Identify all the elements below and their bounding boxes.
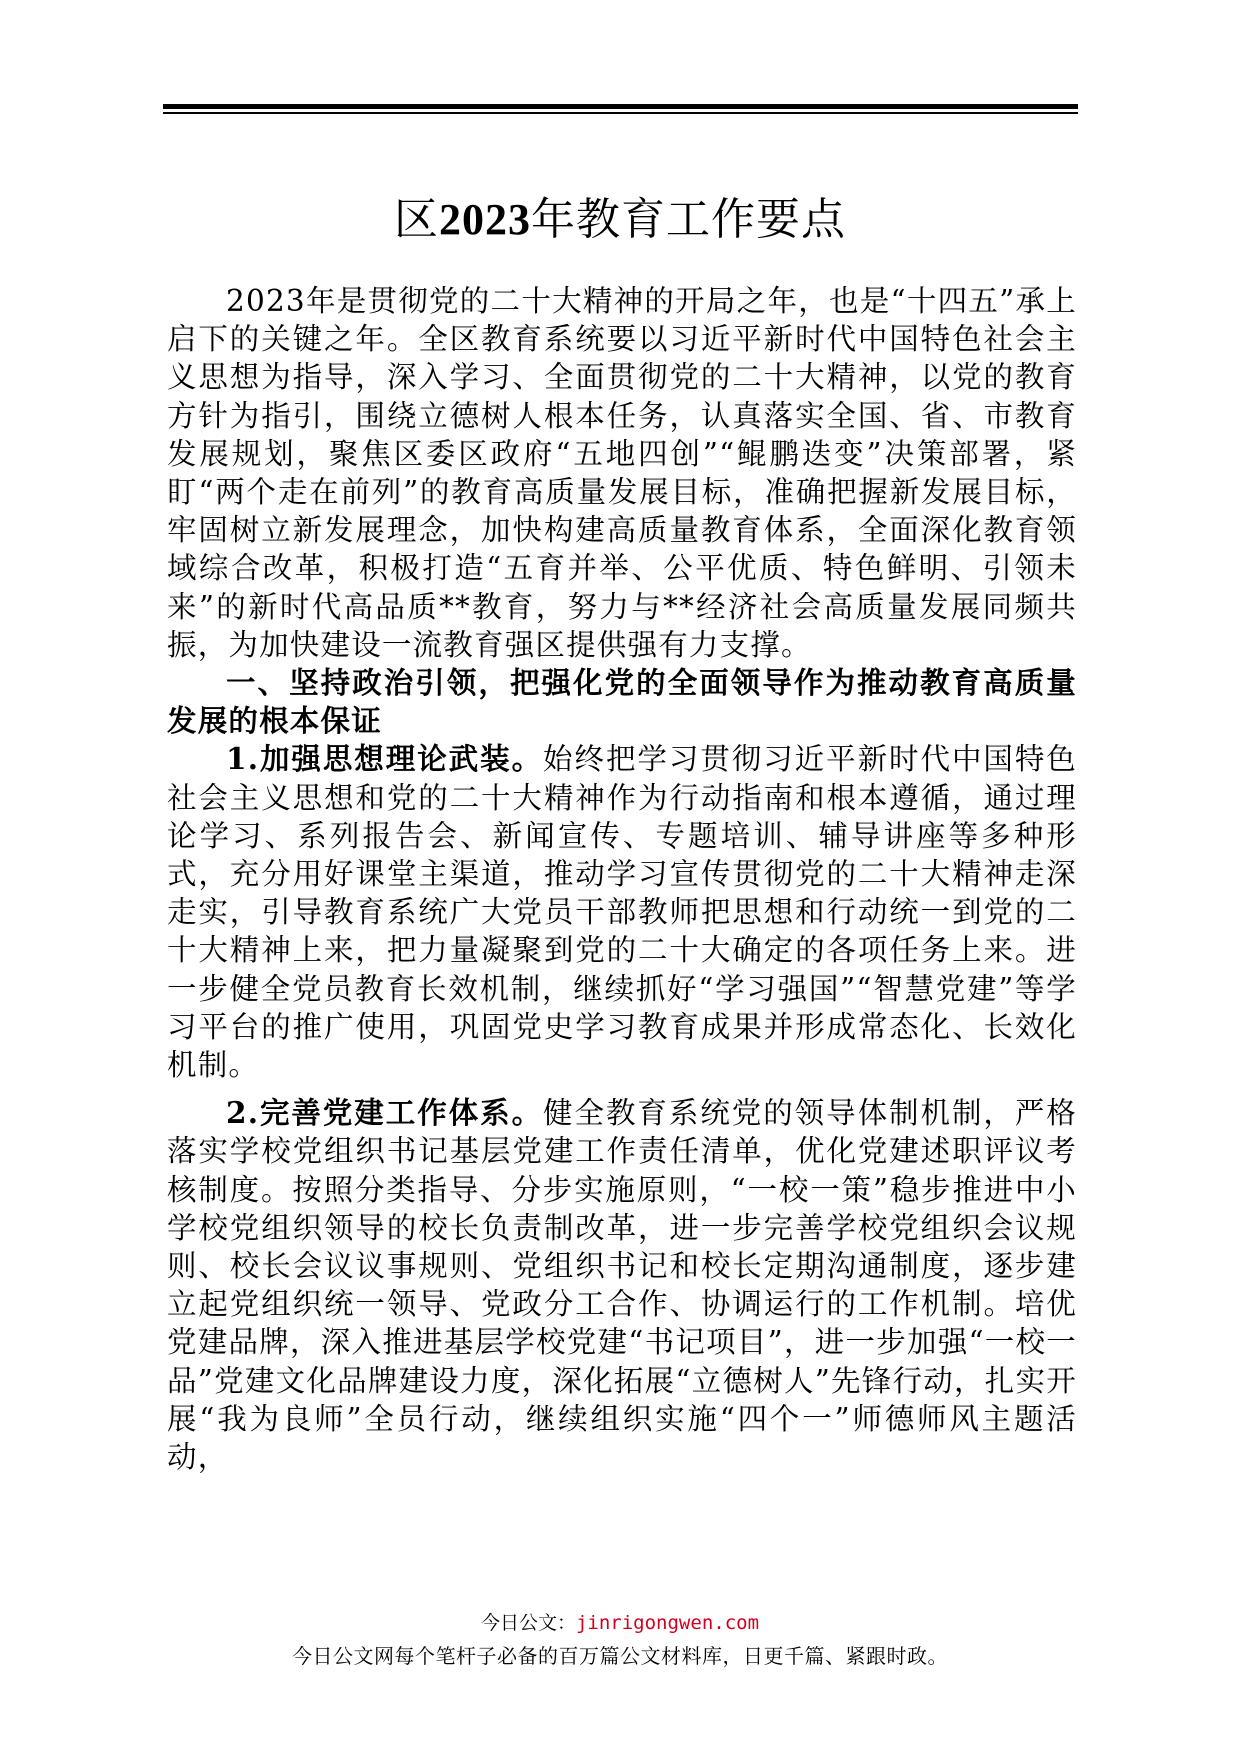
title-prefix: 区 <box>394 194 439 245</box>
title-suffix: 年教育工作要点 <box>531 194 846 245</box>
item-2-lead: 2.完善党建工作体系。 <box>226 1095 544 1131</box>
item-1-lead: 1.加强思想理论武装。 <box>226 741 544 777</box>
item-1-paragraph <box>167 740 1077 1084</box>
item-2-text: 健全教育系统党的领导体制机制，严格落实学校党组织书记基层党建工作责任清单，优化党建述职评议考核制度。按照分类指导、分步实施原则，“一校一策”稳步推进中小学校党组织领导的校长负责制改革，进一步完善学校党组织会议规则、校长会议议事规则、党组织书记和校长定期沟通制度，逐步建立起党组织统一领导、党政分工合作、协调运行的工作机制。培优党建品牌，深入推进基层学校党建“书记项目”，进一步加强“一校一品”党建文化品牌建设力度，深化拓展“立德树人”先锋行动，扎实开展“我为良师”全员行动，继续组织实施“四个一”师德师风主题活动， <box>167 1096 1078 1475</box>
footer-slogan: 今日公文网每个笔杆子必备的百万篇公文材料库，日更千篇、紧跟时政。 <box>292 1644 948 1668</box>
top-rule-thick <box>163 104 1078 109</box>
item-1-text: 始终把学习贯彻习近平新时代中国特色社会主义思想和党的二十大精神作为行动指南和根本遵循，通过理论学习、系列报告会、新闻宣传、专题培训、辅导讲座等多种形式，充分用好课堂主渠道，推动学习宣传贯彻党的二十大精神走深走实，引导教育系统广大党员干部教师把思想和行动统一到党的二十大精神上来，把力量凝聚到党的二十大确定的各项任务上来。进一步健全党员教育长效机制，继续抓好“学习强国”“智慧党建”等学习平台的推广使用，巩固党史学习教育成果并形成常态化、长效化机制。 <box>167 742 1078 1083</box>
footer-source <box>0 1608 1240 1635</box>
title-year: 2023 <box>439 195 531 244</box>
footer-url[interactable]: jinrigongwen.com <box>575 1612 760 1634</box>
section-1-heading: 一、坚持政治引领，把强化党的全面领导作为推动教育高质量发展的根本保证 <box>167 665 1077 739</box>
footer-label: 今日公文： <box>480 1612 576 1634</box>
item-2-paragraph <box>167 1094 1077 1476</box>
document-body <box>167 282 1077 1476</box>
intro-paragraph: 2023年是贯彻党的二十大精神的开局之年，也是“十四五”承上启下的关键之年。全区教育系统要以习近平新时代中国特色社会主义思想为指导，深入学习、全面贯彻党的二十大精神，以党的教育方针为指引，围绕立德树人根本任务，认真落实全国、省、市教育发展规划，聚焦区委区政府“五地四创”“鲲鹏迭变”决策部署，紧盯“两个走在前列”的教育高质量发展目标，准确把握新发展目标，牢固树立新发展理念，加快构建高质量教育体系，全面深化教育领域综合改革，积极打造“五育并举、公平优质、特色鲜明、引领未来”的新时代高品质**教育，努力与**经济社会高质量发展同频共振，为加快建设一流教育强区提供强有力支撑。 <box>167 284 1077 662</box>
page-title <box>0 190 1240 250</box>
top-rule-thin <box>163 112 1078 114</box>
